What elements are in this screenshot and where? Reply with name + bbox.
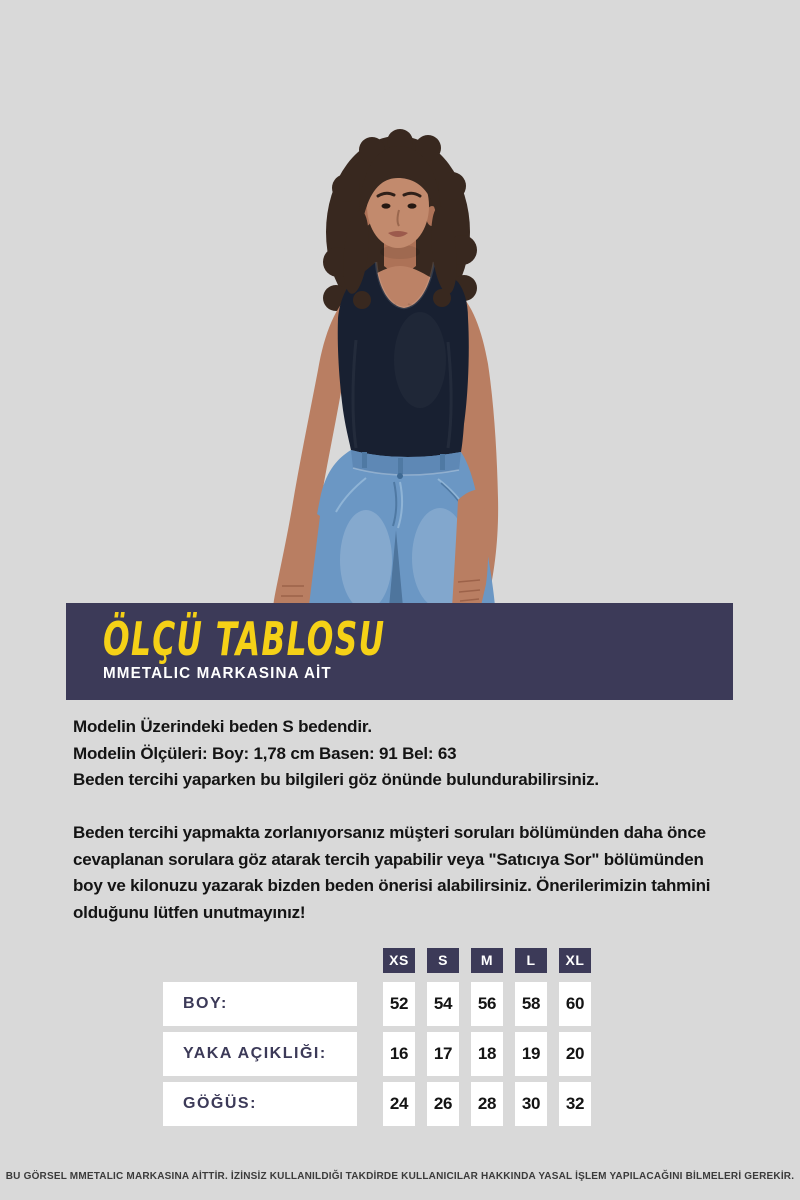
size-header-m: M	[471, 948, 503, 973]
size-value-cell: 26	[427, 1082, 459, 1126]
row-label-gogus: GÖĞÜS:	[163, 1082, 357, 1126]
copyright-disclaimer: BU GÖRSEL MMETALIC MARKASINA AİTTİR. İZİNSİZ KULLANILDIĞI TAKDİRDE KULLANICILAR HAKKINDA YASAL İŞLEM YAPILACAĞINI BİLMELERİ GEREKİR.	[5, 1171, 795, 1182]
size-header-xs: XS	[383, 948, 415, 973]
intro-line: Modelin Ölçüleri: Boy: 1,78 cm Basen: 91 Bel: 63	[73, 743, 457, 763]
size-value-cell: 20	[559, 1032, 591, 1076]
note-line: Beden tercihi yapmakta zorlanıyorsanız müşteri soruları bölümünden daha önce	[73, 823, 706, 842]
size-value-cell: 17	[427, 1032, 459, 1076]
banner-subtitle: MMETALIC MARKASINA AİT	[103, 665, 332, 682]
size-value-cell: 24	[383, 1082, 415, 1126]
size-value-cell: 28	[471, 1082, 503, 1126]
size-value-cell: 19	[515, 1032, 547, 1076]
size-header-s: S	[427, 948, 459, 973]
size-header-xl: XL	[559, 948, 591, 973]
size-chart-banner	[66, 603, 733, 700]
size-value-cell: 52	[383, 982, 415, 1026]
size-value-cell: 18	[471, 1032, 503, 1076]
size-header-l: L	[515, 948, 547, 973]
size-value-cell: 56	[471, 982, 503, 1026]
row-label-boy: BOY:	[163, 982, 357, 1026]
table-row-yaka-acikligi	[163, 1032, 591, 1076]
size-value-cell: 58	[515, 982, 547, 1026]
banner-title: ÖLÇÜ TABLOSU	[103, 612, 386, 666]
note-line: cevaplanan sorulara göz atarak tercih yapabilir veya "Satıcıya Sor" bölümünden	[73, 849, 704, 869]
model-measurements-paragraph	[73, 714, 599, 794]
intro-line: Beden tercihi yaparken bu bilgileri göz önünde bulundurabilirsiniz.	[73, 770, 599, 789]
table-row-gogus	[163, 1082, 591, 1126]
size-value-cell: 32	[559, 1082, 591, 1126]
size-table-header	[383, 948, 591, 973]
intro-line: Modelin Üzerindeki beden S bedendir.	[73, 717, 372, 736]
size-value-cell: 60	[559, 982, 591, 1026]
size-value-cell: 54	[427, 982, 459, 1026]
table-row-boy	[163, 982, 591, 1026]
size-value-cell: 30	[515, 1082, 547, 1126]
size-value-cell: 16	[383, 1032, 415, 1076]
row-label-yaka-acikligi: YAKA AÇIKLIĞI:	[163, 1032, 357, 1076]
note-line: olduğunu lütfen unutmayınız!	[73, 902, 306, 922]
note-line: boy ve kilonuzu yazarak bizden beden önerisi alabilirsiniz. Önerilerimizin tahmini	[73, 876, 711, 895]
size-table	[163, 948, 591, 1132]
size-advice-paragraph	[73, 820, 710, 926]
